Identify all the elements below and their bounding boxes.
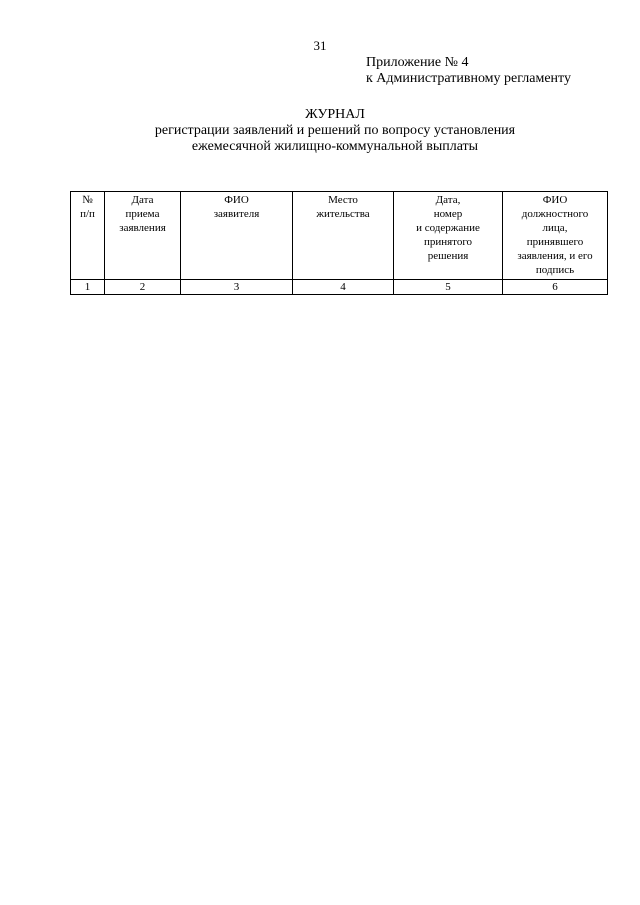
header-text: ФИО <box>224 194 249 206</box>
register-table <box>70 191 608 295</box>
header-text: Дата <box>131 194 154 206</box>
header-text: приема <box>125 208 160 220</box>
table-numbering-row <box>71 280 608 295</box>
header-text: жительства <box>316 208 370 220</box>
page-number: 31 <box>313 38 327 53</box>
header-text: п/п <box>80 208 95 220</box>
header-text: Место <box>328 194 358 206</box>
header-cell-applicant-name <box>181 192 293 280</box>
header-text: принявшего <box>526 236 584 248</box>
column-number-cell: 6 <box>503 280 608 295</box>
journal-title-line-3: ежемесячной жилищно-коммунальной выплаты <box>191 139 479 154</box>
header-text: Дата, <box>435 194 461 206</box>
appendix-line-2: к Административному регламенту <box>366 71 571 86</box>
header-text: ФИО <box>542 194 568 206</box>
appendix-header <box>366 55 571 87</box>
journal-title-line-1: ЖУРНАЛ <box>305 107 365 122</box>
table-header-row <box>71 192 608 280</box>
header-cell-date-received <box>105 192 181 280</box>
header-text: лица, <box>542 222 568 234</box>
header-text: номер <box>433 208 463 220</box>
header-text: заявления <box>119 222 166 234</box>
column-number-cell: 1 <box>71 280 105 295</box>
header-text: заявителя <box>213 208 260 220</box>
header-text: решения <box>427 250 469 262</box>
column-number-cell: 3 <box>181 280 293 295</box>
header-text: принятого <box>423 236 473 248</box>
journal-title-line-2: регистрации заявлений и решений по вопросу установления <box>154 123 516 138</box>
header-cell-number <box>71 192 105 280</box>
header-text: заявления, и его <box>517 250 593 262</box>
journal-title <box>0 107 640 155</box>
header-cell-decision <box>394 192 503 280</box>
header-cell-residence <box>293 192 394 280</box>
column-number-cell: 5 <box>394 280 503 295</box>
column-number-cell: 2 <box>105 280 181 295</box>
header-cell-official <box>503 192 608 280</box>
header-text: и содержание <box>416 222 480 234</box>
appendix-line-1: Приложение № 4 <box>366 55 469 70</box>
header-text: подпись <box>535 264 575 276</box>
header-text: № <box>82 194 93 206</box>
header-text: должностного <box>521 208 589 220</box>
column-number-cell: 4 <box>293 280 394 295</box>
